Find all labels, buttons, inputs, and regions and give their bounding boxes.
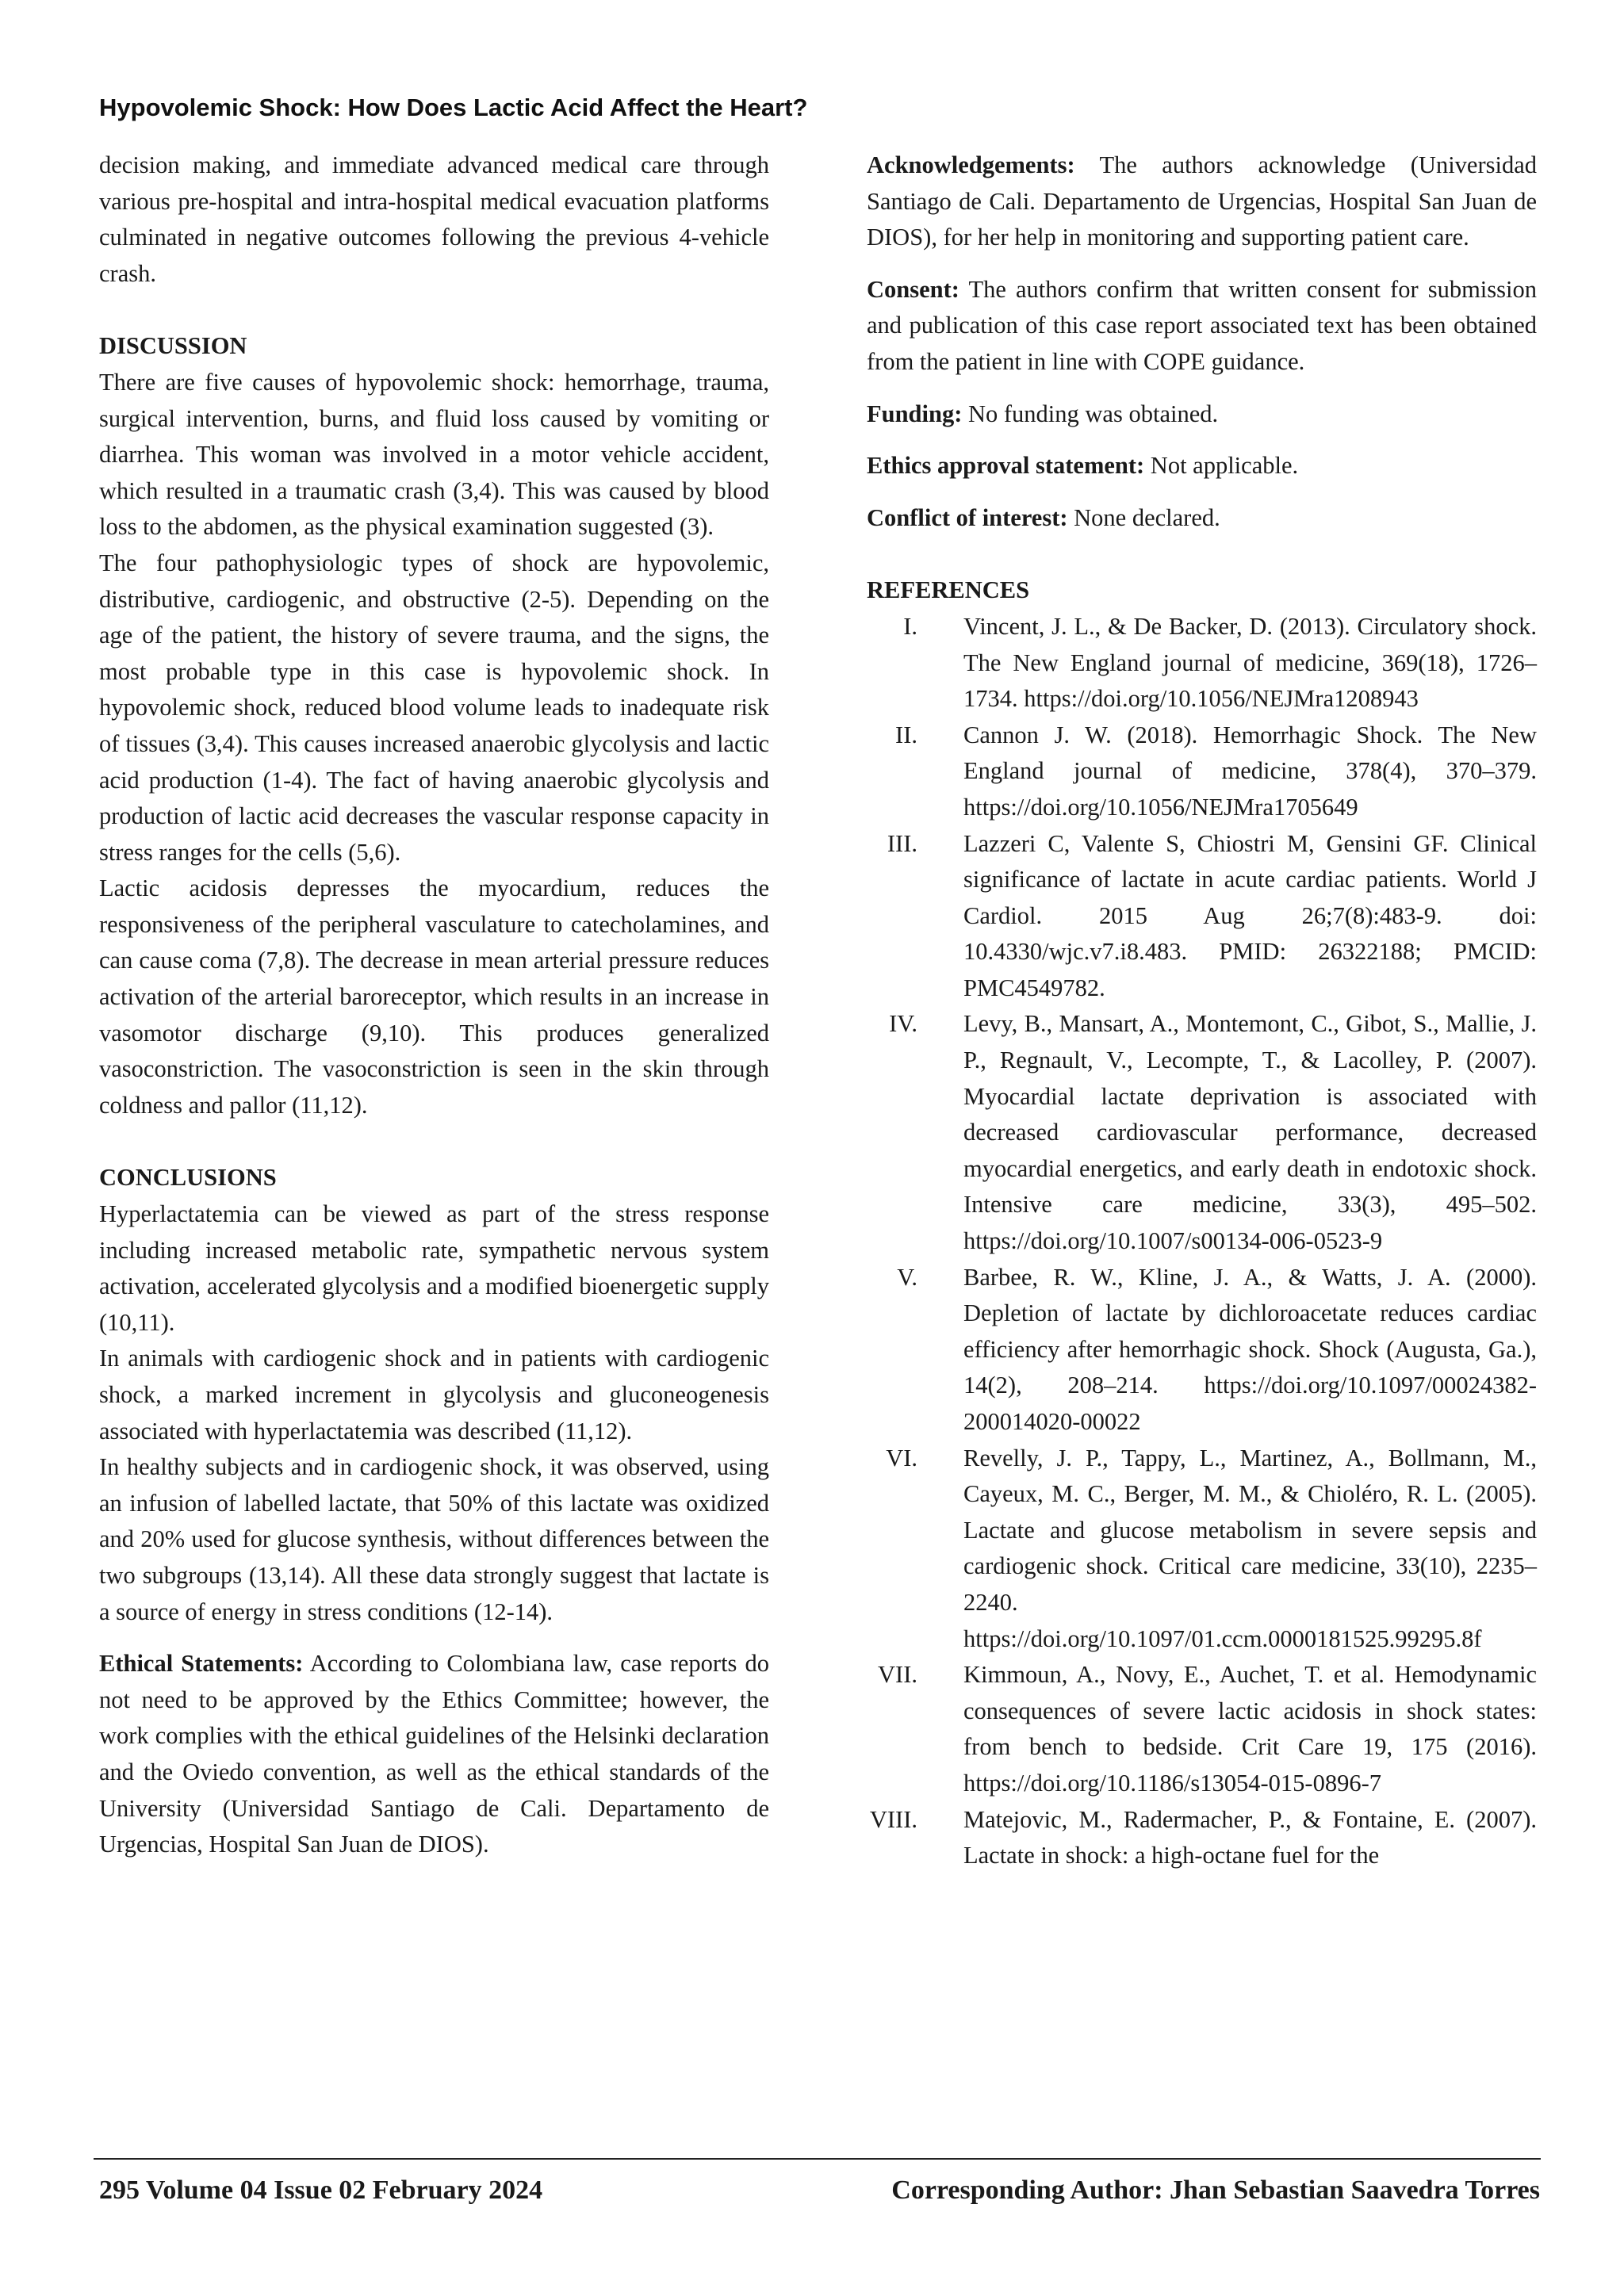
conclusions-paragraph: In animals with cardiogenic shock and in patients with cardiogenic shock, a marked increment in glycolysis and gluconeogenesis associated with hyperlactatemia was described (11,12). xyxy=(99,1345,769,1445)
funding-label: Funding: xyxy=(867,400,963,427)
ethics-approval xyxy=(867,448,1537,484)
ethics-approval-text: Not applicable. xyxy=(1144,452,1299,480)
reference-number: I. xyxy=(903,612,917,640)
reference-number: VIII. xyxy=(869,1805,917,1833)
reference-text: Barbee, R. W., Kline, J. A., & Watts, J. A. (2000). Depletion of lactate by dichloroacetate reduces cardiac efficiency after hemorrhagic shock. Shock (Augusta, Ga.), 14(2), 208–214. https://doi.org/10.1097/00024382-200014020-00022 xyxy=(963,1263,1537,1435)
reference-number: II. xyxy=(895,721,917,748)
footer-corresponding-author: Corresponding Author: Jhan Sebastian Saavedra Torres xyxy=(891,2175,1540,2205)
consent-text: The authors confirm that written consent for submission and publication of this case report associated text has been obtained from the patient in line with COPE guidance. xyxy=(867,275,1537,375)
reference-text: Revelly, J. P., Tappy, L., Martinez, A., Bollmann, M., Cayeux, M. C., Berger, M. M., & Chioléro, R. L. (2005). Lactate and glucose metabolism in severe sepsis and cardiogenic shock. Critical care medicine, 33(10), 2235–2240. https://doi.org/10.1097/01.ccm.0000181525.99295.8f xyxy=(963,1444,1537,1652)
conflict-text: None declared. xyxy=(1067,503,1220,531)
discussion-paragraph: Lactic acidosis depresses the myocardium, reduces the responsiveness of the peripheral vasculature to catecholamines, and can cause coma (7,8). The decrease in mean arterial pressure reduces activation of the arterial baroreceptor, which results in an increase in vasomotor discharge (9,10). This produces generalized vasoconstriction. The vasoconstriction is seen in the skin through coldness and pallor (11,12). xyxy=(99,874,769,1119)
reference-number: IV. xyxy=(889,1010,917,1038)
acknowledgements xyxy=(867,147,1537,256)
intro-paragraph: decision making, and immediate advanced medical care through various pre-hospital and intra-hospital medical evacuation platforms culminated in negative outcomes following the previous 4-vehicle crash. xyxy=(99,151,769,287)
discussion-paragraph: There are five causes of hypovolemic shock: hemorrhage, trauma, surgical intervention, burns, and fluid loss caused by vomiting or diarrhea. This woman was involved in a motor vehicle accident, which resulted in a traumatic crash (3,4). This was caused by blood loss to the abdomen, as the physical examination suggested (3). xyxy=(99,368,769,541)
reference-text: Levy, B., Mansart, A., Montemont, C., Gibot, S., Mallie, J. P., Regnault, V., Lecompte, T., & Lacolley, P. (2007). Myocardial lactate deprivation is associated with decreased cardiovascular performance, decreased myocardial energetics, and early death in endotoxic shock. Intensive care medicine, 33(3), 495–502. https://doi.org/10.1007/s00134-006-0523-9 xyxy=(963,1010,1537,1255)
conclusions-heading: CONCLUSIONS xyxy=(99,1164,277,1192)
reference-item xyxy=(867,718,1537,826)
acknowledgements-text: The authors acknowledge (Universidad Santiago de Cali. Departamento de Urgencias, Hospital San Juan de DIOS), for her help in monitoring and supporting patient care. xyxy=(867,151,1537,251)
references-heading: REFERENCES xyxy=(867,576,1030,604)
funding xyxy=(867,396,1537,433)
right-column xyxy=(867,147,1537,1874)
conclusions-paragraph: In healthy subjects and in cardiogenic shock, it was observed, using an infusion of labelled lactate, that 50% of this lactate was oxidized and 20% used for glucose synthesis, without differences between the two subgroups (13,14). All these data strongly suggest that lactate is a source of energy in stress conditions (12-14). xyxy=(99,1453,769,1625)
reference-number: V. xyxy=(897,1263,917,1291)
reference-item xyxy=(867,1802,1537,1874)
reference-number: VII. xyxy=(878,1661,917,1689)
ethical-statements-text: According to Colombiana law, case reports do not need to be approved by the Ethics Committee; however, the work complies with the ethical guidelines of the Helsinki declaration and the Oviedo convention, as well as the ethical standards of the University (Universidad Santiago de Cali. Departamento de Urgencias, Hospital San Juan de DIOS). xyxy=(99,1650,769,1858)
reference-number: VI. xyxy=(886,1444,917,1471)
left-column xyxy=(99,147,769,1863)
reference-item xyxy=(867,1260,1537,1441)
ethics-approval-label: Ethics approval statement: xyxy=(867,452,1145,480)
acknowledgements-label: Acknowledgements: xyxy=(867,151,1075,178)
reference-text: Vincent, J. L., & De Backer, D. (2013). Circulatory shock. The New England journal of medicine, 369(18), 1726–1734. https://doi.org/10.1056/NEJMra1208943 xyxy=(963,612,1537,713)
discussion-paragraph: The four pathophysiologic types of shock are hypovolemic, distributive, cardiogenic, and obstructive (2-5). Depending on the age of the patient, the history of severe trauma, and the signs, the most probable type in this case is hypovolemic shock. In hypovolemic shock, reduced blood volume leads to inadequate risk of tissues (3,4). This causes increased anaerobic glycolysis and lactic acid production (1-4). The fact of having anaerobic glycolysis and production of lactic acid decreases the vascular response capacity in stress ranges for the cells (5,6). xyxy=(99,549,769,866)
reference-text: Kimmoun, A., Novy, E., Auchet, T. et al. Hemodynamic consequences of severe lactic acidosis in shock states: from bench to bedside. Crit Care 19, 175 (2016). https://doi.org/10.1186/s13054-015-0896-7 xyxy=(963,1661,1537,1797)
reference-text: Matejovic, M., Radermacher, P., & Fontaine, E. (2007). Lactate in shock: a high-octane fuel for the xyxy=(963,1805,1537,1869)
references-list xyxy=(867,609,1537,1874)
reference-text: Cannon J. W. (2018). Hemorrhagic Shock. The New England journal of medicine, 378(4), 370–379. https://doi.org/10.1056/NEJMra1705649 xyxy=(963,721,1537,821)
ethical-statements-label: Ethical Statements: xyxy=(99,1650,304,1678)
consent-label: Consent: xyxy=(867,275,959,303)
consent xyxy=(867,272,1537,381)
reference-number: III. xyxy=(887,829,917,857)
running-title: Hypovolemic Shock: How Does Lactic Acid Affect the Heart? xyxy=(99,94,808,121)
conflict-label: Conflict of interest: xyxy=(867,503,1068,531)
conclusions-paragraph: Hyperlactatemia can be viewed as part of the stress response including increased metabolic rate, sympathetic nervous system activation, accelerated glycolysis and a modified bioenergetic supply (10,11). xyxy=(99,1200,769,1336)
reference-text: Lazzeri C, Valente S, Chiostri M, Gensini GF. Clinical significance of lactate in acute cardiac patients. World J Cardiol. 2015 Aug 26;7(8):483-9. doi: 10.4330/wjc.v7.i8.483. PMID: 26322188; PMCID: PMC4549782. xyxy=(963,829,1537,1001)
ethical-statements xyxy=(99,1646,769,1863)
footer-issue-info: 295 Volume 04 Issue 02 February 2024 xyxy=(99,2175,543,2205)
footer-divider xyxy=(94,2158,1541,2160)
reference-item xyxy=(867,1441,1537,1658)
reference-item xyxy=(867,1657,1537,1801)
discussion-heading: DISCUSSION xyxy=(99,332,247,360)
reference-item xyxy=(867,1006,1537,1259)
funding-text: No funding was obtained. xyxy=(962,400,1219,427)
reference-item xyxy=(867,826,1537,1007)
conflict-of-interest xyxy=(867,500,1537,537)
reference-item xyxy=(867,609,1537,718)
